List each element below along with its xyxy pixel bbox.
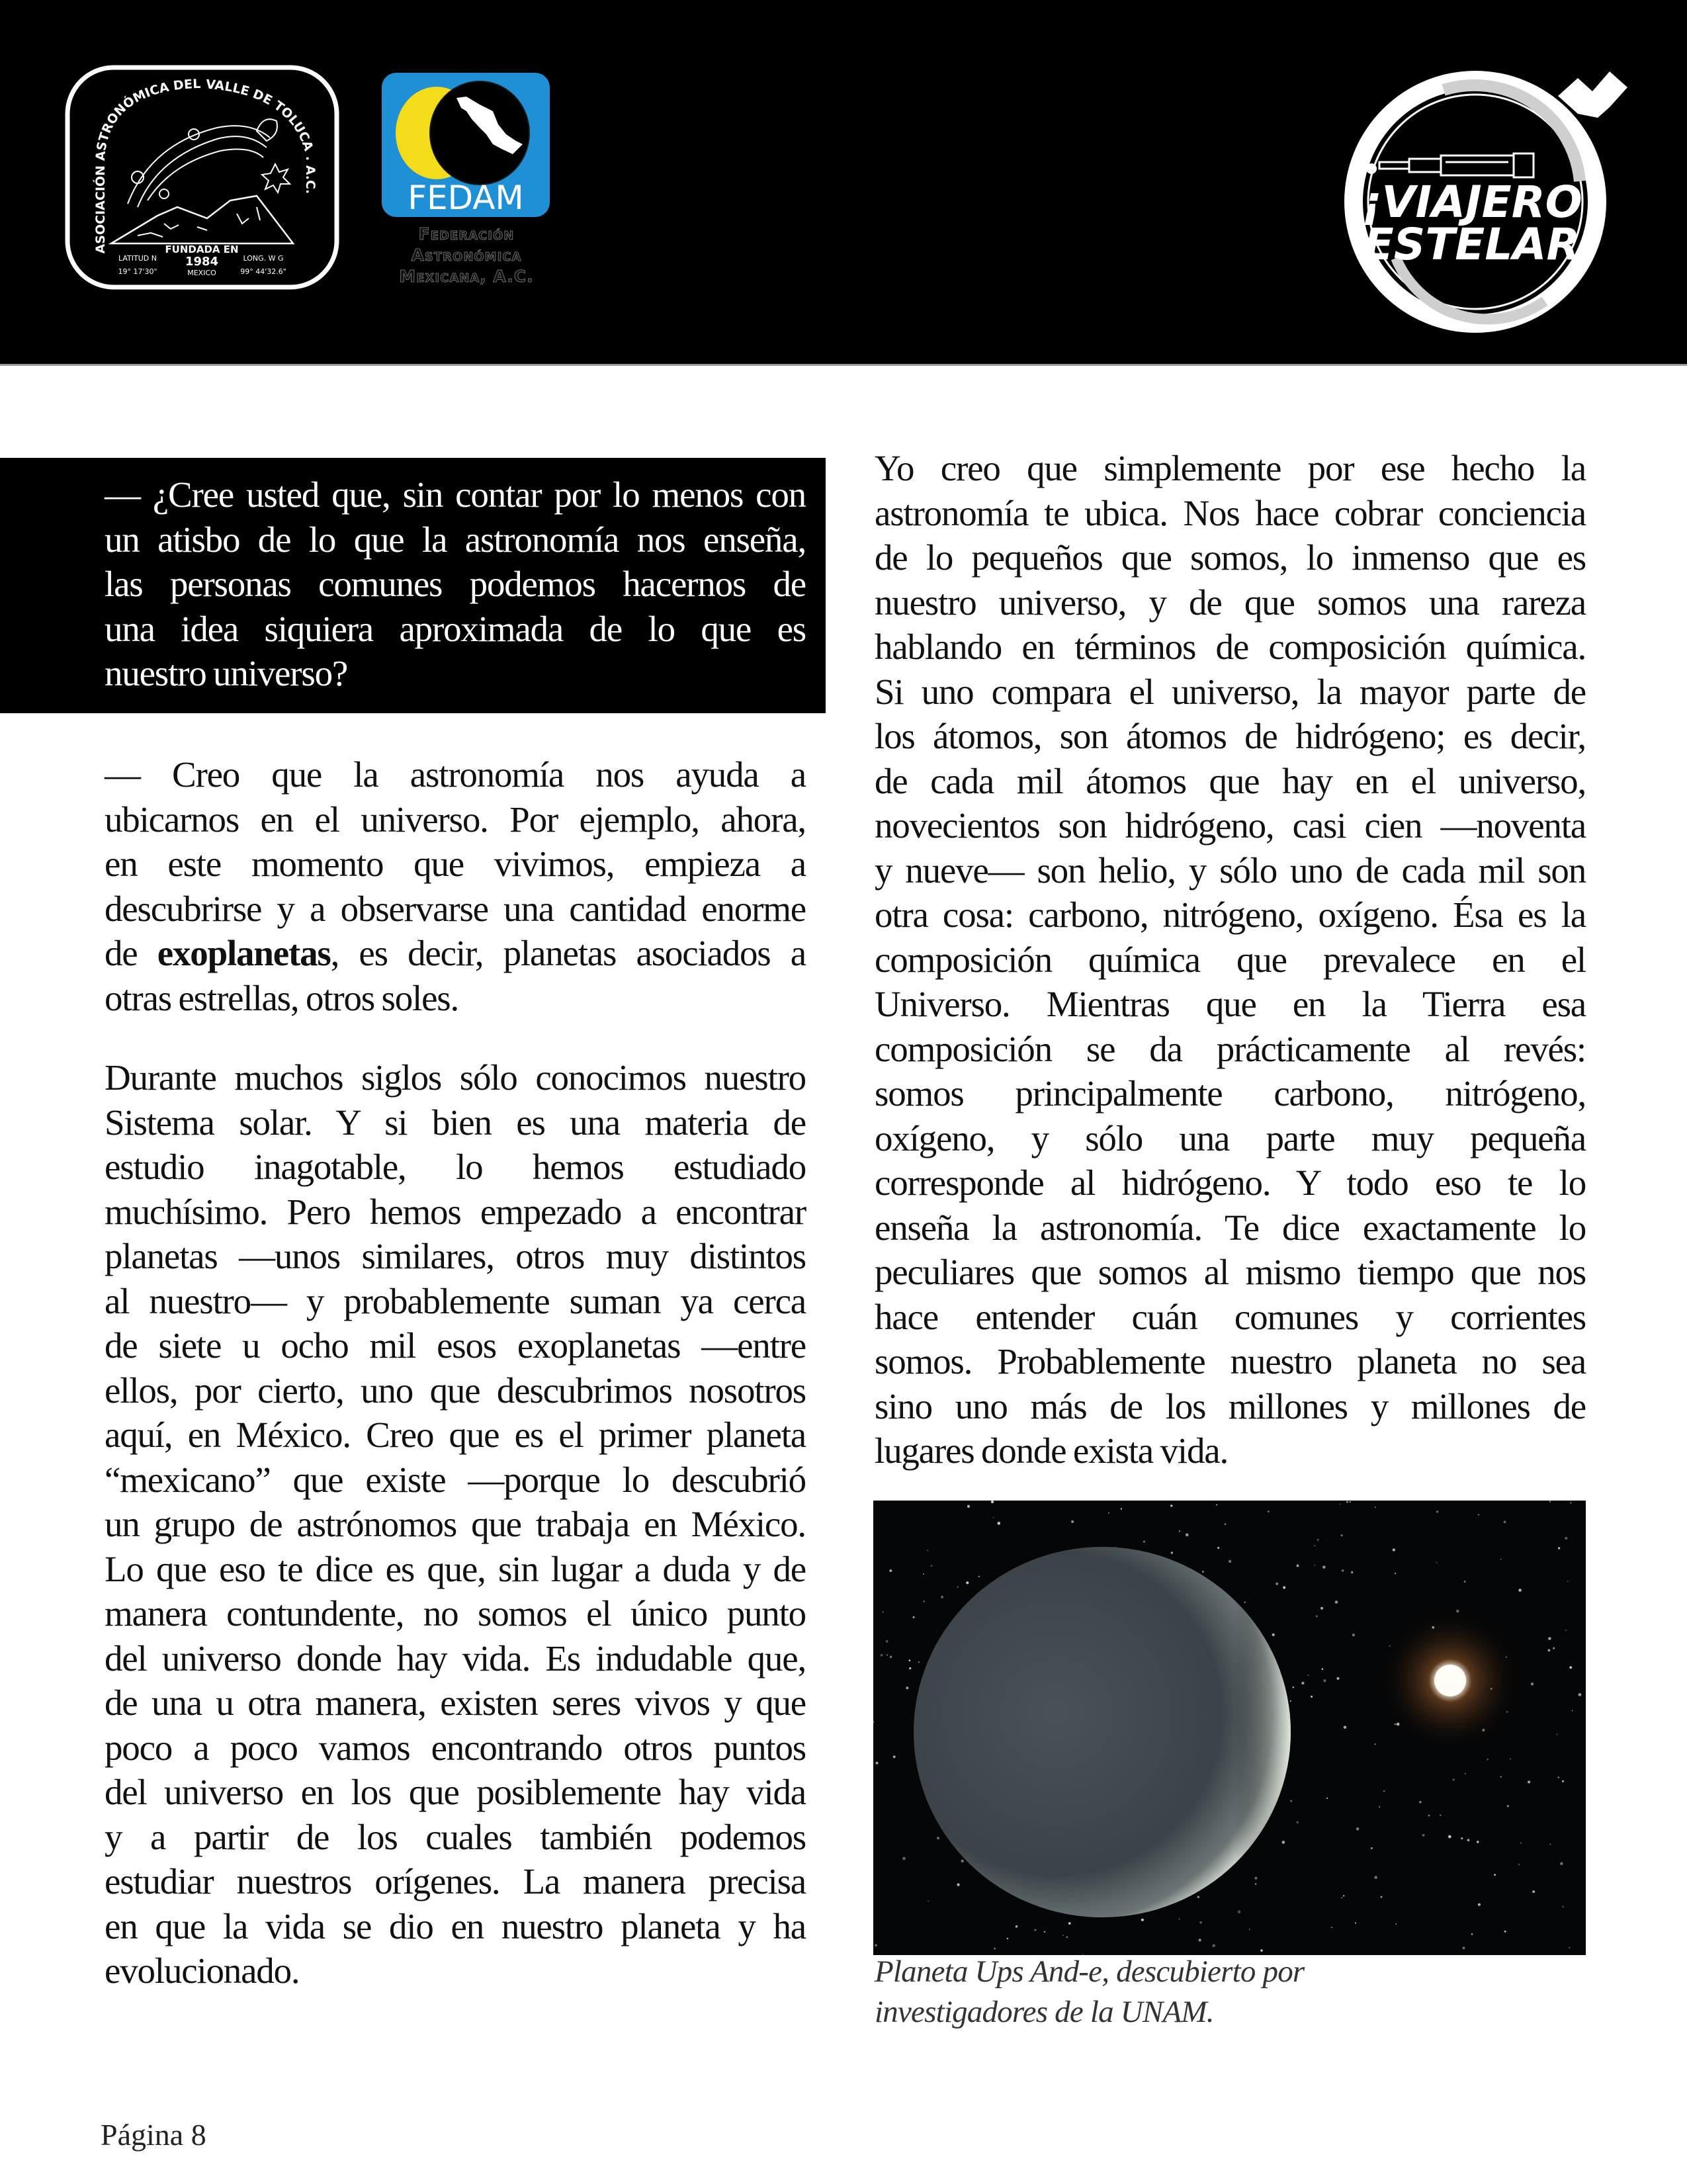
text-line: ellos, por cierto, uno que descubrimos nosotros bbox=[105, 1370, 806, 1411]
star-dot bbox=[1283, 1587, 1285, 1589]
star-dot bbox=[1316, 1615, 1318, 1617]
star-dot bbox=[1341, 1897, 1342, 1898]
star-dot bbox=[1478, 1903, 1481, 1906]
avt-lat-value: 19° 17'30" bbox=[118, 267, 157, 276]
star-dot bbox=[1179, 1918, 1180, 1919]
star-dot bbox=[1471, 1933, 1473, 1935]
star-dot bbox=[1557, 1734, 1558, 1735]
star-dot bbox=[1467, 1839, 1470, 1841]
text-line: del universo en los que posiblemente hay vida bbox=[105, 1772, 806, 1812]
star-dot bbox=[1268, 1510, 1270, 1512]
text-line: lugares donde exista vida. bbox=[875, 1430, 1229, 1471]
star-dot bbox=[875, 1762, 878, 1765]
star-dot bbox=[1143, 1540, 1145, 1542]
text-line: “mexicano” que existe —porque lo descubrió bbox=[105, 1459, 806, 1500]
star-dot bbox=[1322, 1668, 1324, 1670]
star-dot bbox=[998, 1522, 1001, 1525]
star-dot bbox=[1216, 1504, 1217, 1505]
star-dot bbox=[913, 1616, 915, 1618]
star-dot bbox=[902, 1857, 906, 1860]
star-dot bbox=[1520, 1842, 1522, 1843]
star-dot bbox=[1186, 1533, 1189, 1536]
star-dot bbox=[893, 1755, 896, 1758]
text-line: de siete u ocho mil esos exoplanetas —entre bbox=[105, 1325, 806, 1366]
star-dot bbox=[1395, 1573, 1396, 1574]
star-dot bbox=[1374, 1876, 1377, 1879]
star-dot bbox=[1282, 1841, 1285, 1844]
text-line: de lo pequeños que somos, lo inmenso que es bbox=[875, 537, 1586, 578]
star-dot bbox=[961, 1860, 963, 1862]
page-number: Página 8 bbox=[101, 2118, 206, 2152]
star-dot bbox=[1565, 1537, 1567, 1540]
star-dot bbox=[1297, 1565, 1299, 1567]
star-dot bbox=[875, 1944, 877, 1946]
answer-paragraph-2 bbox=[105, 1055, 806, 1993]
star-dot bbox=[1379, 1806, 1380, 1808]
fedam-subtitle-line: Astronómica bbox=[411, 245, 522, 265]
star-dot bbox=[1448, 1835, 1451, 1839]
star-dot bbox=[1547, 1649, 1550, 1651]
star-dot bbox=[1290, 1700, 1291, 1702]
text-fragment: , es decir, planetas asociados a bbox=[330, 933, 806, 973]
text-line: un atisbo de lo que la astronomía nos enseña, bbox=[105, 519, 806, 560]
star-dot bbox=[1170, 1505, 1172, 1507]
star-dot bbox=[1504, 1931, 1506, 1933]
star-dot bbox=[993, 1517, 994, 1518]
star-dot bbox=[1171, 1551, 1173, 1553]
star-dot bbox=[1532, 1890, 1535, 1893]
star-dot bbox=[1549, 1844, 1551, 1845]
viajero-estelar-logo bbox=[1340, 40, 1631, 344]
text-line: descubrirse y a observarse una cantidad enorme bbox=[105, 888, 806, 929]
text-line: — ¿Cree usted que, sin contar por lo menos con bbox=[105, 474, 806, 515]
star-dot bbox=[1229, 1560, 1231, 1563]
star-dot bbox=[1462, 1946, 1465, 1949]
star-dot bbox=[1569, 1947, 1570, 1948]
text-line: sino uno más de los millones y millones de bbox=[875, 1385, 1586, 1426]
star-dot bbox=[1507, 1805, 1509, 1807]
star-dot bbox=[1249, 1929, 1250, 1930]
star-dot bbox=[1323, 1679, 1326, 1682]
star-dot bbox=[1579, 1693, 1582, 1696]
text-line: enseña la astronomía. Te dice exactamente lo bbox=[875, 1207, 1586, 1248]
star-dot bbox=[1062, 1935, 1064, 1936]
text-line bbox=[105, 931, 806, 976]
avt-country: MEXICO bbox=[187, 269, 216, 277]
star-dot bbox=[1035, 1929, 1037, 1931]
star-dot bbox=[1465, 1773, 1466, 1774]
text-line: evolucionado. bbox=[105, 1950, 300, 1991]
star-dot bbox=[1342, 1569, 1344, 1572]
star-dot bbox=[1518, 1589, 1522, 1592]
star-dot bbox=[1198, 1939, 1201, 1941]
text-fragment: de bbox=[105, 933, 157, 973]
host-star-core bbox=[1434, 1665, 1466, 1696]
star-dot bbox=[1494, 1874, 1496, 1876]
star-dot bbox=[890, 1656, 892, 1658]
star-dot bbox=[1436, 1510, 1438, 1512]
fedam-logo bbox=[380, 71, 551, 218]
star-dot bbox=[1528, 1780, 1530, 1783]
star-dot bbox=[1478, 1514, 1479, 1516]
star-dot bbox=[1121, 1508, 1122, 1509]
star-dot bbox=[1567, 1581, 1569, 1582]
star-dot bbox=[1500, 1776, 1502, 1777]
star-dot bbox=[927, 1550, 928, 1551]
star-dot bbox=[1346, 1501, 1348, 1503]
text-line: de una u otra manera, existen seres vivos y que bbox=[105, 1682, 806, 1723]
star-dot bbox=[1016, 1925, 1017, 1927]
star-dot bbox=[909, 1667, 911, 1669]
star-dot bbox=[1301, 1682, 1304, 1684]
star-dot bbox=[1339, 1503, 1340, 1505]
star-dot bbox=[1179, 1530, 1180, 1532]
star-dot bbox=[1335, 1600, 1338, 1604]
exoplanet-photo bbox=[873, 1501, 1586, 1955]
header-banner bbox=[0, 0, 1687, 366]
fedam-globe-shape bbox=[430, 81, 529, 185]
star-dot bbox=[1500, 1559, 1502, 1560]
star-dot bbox=[1371, 1847, 1373, 1849]
star-dot bbox=[909, 1659, 911, 1661]
star-dot bbox=[1355, 1922, 1356, 1923]
fedam-subtitle-line: Mexicana, A.C. bbox=[399, 267, 534, 286]
star-dot bbox=[923, 1573, 924, 1575]
star-dot bbox=[1563, 1906, 1564, 1907]
text-line: y nueve— son helio, y sólo uno de cada mil son bbox=[875, 850, 1586, 891]
star-dot bbox=[1326, 1798, 1328, 1799]
star-dot bbox=[1560, 1862, 1563, 1865]
star-dot bbox=[883, 1612, 884, 1613]
star-dot bbox=[1197, 1896, 1199, 1898]
star-dot bbox=[1225, 1524, 1227, 1526]
avt-long-label: LONG. W G bbox=[243, 254, 284, 263]
star-dot bbox=[1531, 1682, 1534, 1685]
fedam-subtitle bbox=[370, 224, 562, 287]
star-dot bbox=[1393, 1549, 1395, 1551]
text-line: Durante muchos siglos sólo conocimos nuestro bbox=[105, 1057, 806, 1098]
star-dot bbox=[1351, 1571, 1353, 1573]
star-dot bbox=[1395, 1923, 1397, 1925]
star-dot bbox=[1071, 1520, 1074, 1523]
star-dot bbox=[1518, 1864, 1520, 1865]
star-dot bbox=[1202, 1571, 1204, 1573]
star-dot bbox=[1549, 1501, 1551, 1503]
star-dot bbox=[1007, 1938, 1008, 1939]
caption-line: investigadores de la UNAM. bbox=[875, 1995, 1214, 2029]
star-dot bbox=[881, 1654, 883, 1657]
star-dot bbox=[1464, 1581, 1466, 1583]
star-dot bbox=[1307, 1675, 1309, 1676]
star-dot bbox=[1044, 1931, 1045, 1933]
star-dot bbox=[1108, 1512, 1109, 1514]
star-dot bbox=[1381, 1896, 1383, 1898]
star-dot bbox=[1290, 1800, 1292, 1802]
star-dot bbox=[1548, 1637, 1551, 1639]
exoplanet-illustration bbox=[873, 1501, 1586, 1955]
text-line: Sistema solar. Y si bien es una materia de bbox=[105, 1102, 806, 1143]
text-line: somos. Probablemente nuestro planeta no sea bbox=[875, 1341, 1586, 1381]
star-dot bbox=[966, 1581, 969, 1584]
avt-founded-year: 1984 bbox=[185, 255, 219, 269]
star-dot bbox=[1350, 1501, 1351, 1503]
star-dot bbox=[924, 1600, 925, 1602]
text-line: de cada mil átomos que hay en el universo, bbox=[875, 760, 1586, 801]
star-dot bbox=[1436, 1562, 1437, 1563]
star-dot bbox=[1356, 1827, 1360, 1831]
star-dot bbox=[1331, 1927, 1332, 1928]
figure-caption bbox=[875, 1952, 1586, 2032]
text-line: Universo. Mientras que en la Tierra esa bbox=[875, 984, 1586, 1024]
star-dot bbox=[1565, 1630, 1567, 1631]
star-dot bbox=[1504, 1521, 1506, 1524]
text-line: somos principalmente carbono, nitrógeno, bbox=[875, 1073, 1586, 1114]
star-dot bbox=[978, 1576, 980, 1577]
star-dot bbox=[1453, 1778, 1455, 1780]
caption-line: Planeta Ups And-e, descubierto por bbox=[875, 1954, 1305, 1989]
star-dot bbox=[1068, 1922, 1071, 1925]
fedam-subtitle-line: Federación bbox=[418, 224, 515, 243]
text-line: estudiar nuestros orígenes. La manera precisa bbox=[105, 1861, 806, 1901]
star-dot bbox=[1066, 1936, 1068, 1938]
star-dot bbox=[1510, 1759, 1511, 1760]
text-line: peculiares que somos al mismo tiempo que nos bbox=[875, 1252, 1586, 1292]
star-dot bbox=[1375, 1507, 1376, 1508]
text-line: las personas comunes podemos hacernos de bbox=[105, 564, 806, 604]
estelar-title: ESTELAR bbox=[1363, 219, 1580, 270]
star-dot bbox=[1570, 1503, 1571, 1504]
text-line: estudio inagotable, lo hemos estudiado bbox=[105, 1147, 806, 1187]
star-dot bbox=[1317, 1539, 1319, 1541]
star-dot bbox=[1440, 1815, 1441, 1816]
star-dot bbox=[1352, 1634, 1355, 1636]
avt-association-logo bbox=[65, 65, 339, 290]
star-dot bbox=[1341, 1534, 1343, 1536]
text-line: novecientos son hidrógeno, casi cien —noventa bbox=[875, 805, 1586, 846]
star-dot bbox=[1337, 1677, 1340, 1680]
star-dot bbox=[1293, 1686, 1295, 1688]
text-line: hablando en términos de composición química. bbox=[875, 627, 1586, 667]
text-line: en este momento que vivimos, empieza a bbox=[105, 844, 806, 884]
star-dot bbox=[887, 1654, 888, 1655]
star-dot bbox=[1383, 1790, 1385, 1792]
star-dot bbox=[1477, 1841, 1479, 1843]
star-dot bbox=[937, 1837, 939, 1839]
star-dot bbox=[1428, 1815, 1430, 1816]
star-dot bbox=[1344, 1725, 1347, 1729]
star-dot bbox=[1375, 1743, 1376, 1745]
text-line: un grupo de astrónomos que trabaja en México. bbox=[105, 1504, 806, 1544]
text-line: otras estrellas, otros soles. bbox=[105, 977, 459, 1018]
star-dot bbox=[1254, 1877, 1257, 1880]
text-line: nuestro universo? bbox=[105, 653, 348, 693]
star-dot bbox=[1314, 1545, 1315, 1546]
text-line: y a partir de los cuales también podemos bbox=[105, 1816, 806, 1857]
star-dot bbox=[889, 1569, 892, 1572]
exoplanetas-term: exoplanetas bbox=[157, 933, 331, 973]
text-line: hace entender cuán comunes y corrientes bbox=[875, 1296, 1586, 1337]
star-dot bbox=[957, 1884, 960, 1886]
text-line: nuestro universo, y de que somos una rareza bbox=[875, 582, 1586, 623]
text-line: aquí, en México. Creo que es el primer planeta bbox=[105, 1415, 806, 1455]
answer-paragraph-1 bbox=[105, 752, 806, 1020]
star-dot bbox=[1311, 1696, 1313, 1698]
text-line: al nuestro— y probablemente suman ya cerca bbox=[105, 1280, 806, 1321]
text-line: Yo creo que simplemente por ese hecho la bbox=[875, 448, 1586, 488]
text-line: muchísimo. Pero hemos empezado a encontrar bbox=[105, 1191, 806, 1232]
text-line: una idea siquiera aproximada de lo que es bbox=[105, 608, 806, 649]
text-line: Si uno compara el universo, la mayor parte de bbox=[875, 671, 1586, 712]
star-dot bbox=[967, 1505, 970, 1508]
interview-question bbox=[105, 472, 806, 696]
star-dot bbox=[1558, 1547, 1560, 1549]
text-line: — Creo que la astronomía nos ayuda a bbox=[105, 754, 806, 795]
star-dot bbox=[1461, 1837, 1463, 1839]
text-line: otra cosa: carbono, nitrógeno, oxígeno. Ésa es la bbox=[875, 895, 1586, 935]
star-dot bbox=[1141, 1919, 1144, 1921]
text-line: composición se da prácticamente al revés: bbox=[875, 1028, 1586, 1069]
star-dot bbox=[1419, 1801, 1421, 1803]
star-dot bbox=[1314, 1565, 1315, 1566]
viajero-title: ¡VIAJERO bbox=[1362, 177, 1582, 228]
text-line: los átomos, son átomos de hidrógeno; es decir, bbox=[875, 716, 1586, 756]
star-dot bbox=[1572, 1710, 1573, 1712]
fedam-acronym: FEDAM bbox=[408, 179, 524, 217]
text-line: corresponde al hidrógeno. Y todo eso te lo bbox=[875, 1162, 1586, 1203]
text-line: poco a poco vamos encontrando otros puntos bbox=[105, 1727, 806, 1768]
text-line: manera contundente, no somos el único punto bbox=[105, 1593, 806, 1634]
star-dot bbox=[1212, 1944, 1215, 1948]
star-dot bbox=[1422, 1834, 1425, 1837]
avt-lat-label: LATITUD N bbox=[118, 254, 157, 263]
star-dot bbox=[931, 1565, 932, 1567]
text-line: del universo donde hay vida. Es indudable que, bbox=[105, 1638, 806, 1679]
star-dot bbox=[918, 1661, 920, 1663]
star-dot bbox=[928, 1900, 929, 1901]
star-dot bbox=[991, 1501, 994, 1503]
star-dot bbox=[1255, 1883, 1256, 1884]
star-dot bbox=[1487, 1759, 1489, 1761]
star-dot bbox=[1343, 1895, 1344, 1896]
star-dot bbox=[1297, 1821, 1299, 1823]
star-dot bbox=[906, 1686, 908, 1689]
text-line: astronomía te ubica. Nos hace cobrar conciencia bbox=[875, 492, 1586, 533]
answer-paragraph-3 bbox=[875, 446, 1586, 1473]
star-dot bbox=[1553, 1647, 1555, 1649]
text-line: oxígeno, y sólo una parte muy pequeña bbox=[875, 1117, 1586, 1158]
star-dot bbox=[1557, 1776, 1559, 1778]
star-dot bbox=[1238, 1910, 1241, 1913]
avt-long-value: 99° 44'32.6" bbox=[240, 267, 286, 276]
star-dot bbox=[1217, 1547, 1219, 1549]
star-dot bbox=[994, 1948, 996, 1950]
text-line: Lo que eso te dice es que, sin lugar a duda y de bbox=[105, 1548, 806, 1589]
star-dot bbox=[941, 1596, 943, 1598]
text-line: en que la vida se dio en nuestro planeta y ha bbox=[105, 1905, 806, 1946]
text-line: ubicarnos en el universo. Por ejemplo, ahora, bbox=[105, 799, 806, 840]
avt-arc-text: ASOCIACIÓN ASTRONÓMICA DEL VALLE DE TOLUCA . A.C. bbox=[93, 76, 318, 254]
star-dot bbox=[1569, 1666, 1572, 1669]
text-line: planetas —unos similares, otros muy distintos bbox=[105, 1236, 806, 1276]
text-line: composición química que prevalece en el bbox=[875, 939, 1586, 980]
star-dot bbox=[1244, 1602, 1246, 1603]
avt-founded-label: FUNDADA EN bbox=[165, 243, 239, 255]
star-dot bbox=[886, 1640, 888, 1643]
star-dot bbox=[1199, 1921, 1202, 1924]
star-dot bbox=[873, 1721, 875, 1723]
star-dot bbox=[1562, 1780, 1564, 1782]
star-dot bbox=[1320, 1607, 1323, 1610]
star-dot bbox=[1276, 1583, 1278, 1585]
star-dot bbox=[1272, 1634, 1275, 1636]
star-dot bbox=[1322, 1565, 1326, 1569]
star-dot bbox=[957, 1586, 959, 1588]
